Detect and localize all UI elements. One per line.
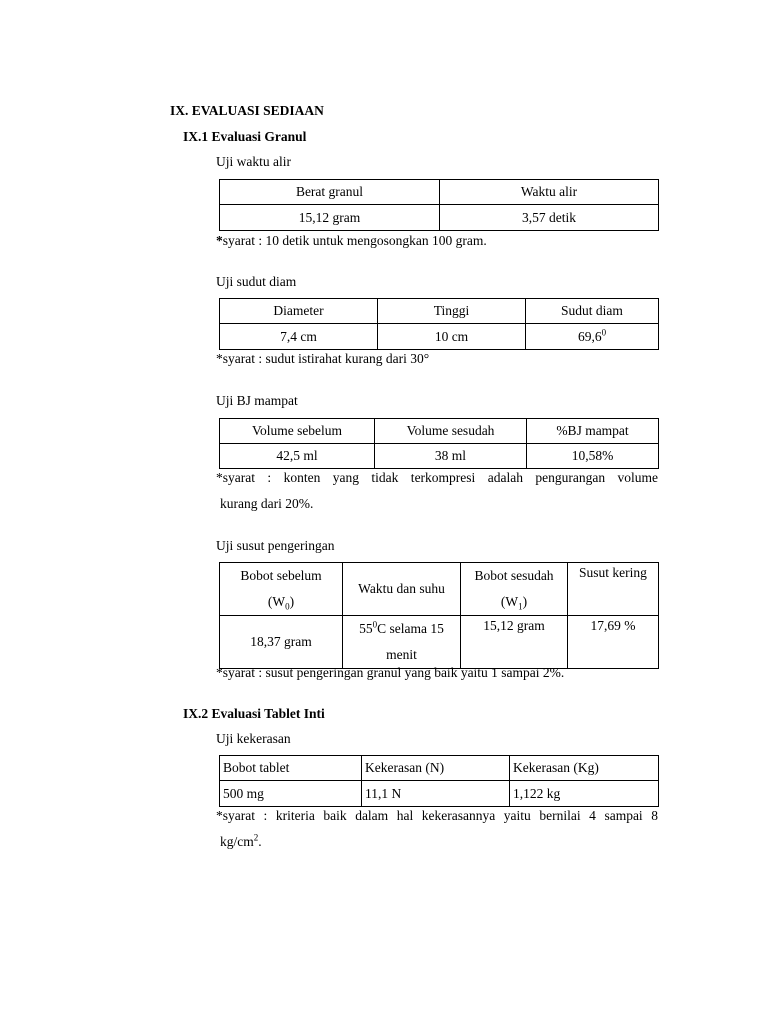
degree-superscript: 0: [372, 619, 378, 630]
table-cell: 42,5 ml: [220, 444, 375, 469]
w1-subscript: 1: [518, 601, 523, 612]
note-star: *: [216, 233, 223, 248]
header-cell: %BJ mampat: [527, 419, 659, 444]
table-cell: 15,12 gram: [220, 205, 440, 231]
header-cell: Waktu alir: [440, 180, 659, 205]
note-text: syarat : 10 detik untuk mengosongkan 100 gram.: [222, 233, 487, 248]
header-cell: Waktu dan suhu: [343, 563, 461, 616]
table-bj-mampat: [219, 418, 659, 469]
table-header-row: [220, 299, 659, 324]
table-row: [220, 781, 659, 807]
suhu-value: 55: [359, 621, 373, 636]
suhu-line2: menit: [386, 647, 417, 662]
table-cell: 11,1 N: [362, 781, 510, 807]
table-cell: [343, 616, 461, 669]
unit-text: kg/cm: [220, 834, 254, 849]
table-waktu-alir: [219, 179, 659, 231]
degree-superscript: 0: [601, 327, 607, 337]
test-label-waktu-alir: Uji waktu alir: [216, 154, 291, 169]
header-cell: Berat granul: [220, 180, 440, 205]
table-header-row: [220, 563, 659, 616]
header-bobot-sebelum: Bobot sebelum: [240, 568, 322, 583]
note-bj-mampat-line2: kurang dari 20%.: [220, 496, 314, 511]
header-cell: Volume sesudah: [375, 419, 527, 444]
section-heading: IX. EVALUASI SEDIAAN: [170, 103, 324, 118]
test-label-sudut-diam: Uji sudut diam: [216, 274, 297, 289]
table-cell: 3,57 detik: [440, 205, 659, 231]
table-cell: 10,58%: [527, 444, 659, 469]
table-cell: 10 cm: [378, 324, 526, 350]
note-susut-pengeringan: *syarat : susut pengeringan granul yang baik yaitu 1 sampai 2%.: [216, 665, 565, 680]
subsection-title-granul: IX.1 Evaluasi Granul: [183, 129, 307, 144]
table-cell: 38 ml: [375, 444, 527, 469]
header-cell: Susut kering: [568, 563, 659, 616]
table-cell: 1,122 kg: [510, 781, 659, 807]
table-kekerasan: [219, 755, 659, 807]
note-sudut-diam: *syarat : sudut istirahat kurang dari 30°: [216, 351, 430, 366]
header-cell: Sudut diam: [526, 299, 659, 324]
suhu-line1: [346, 616, 457, 642]
header-w0: [223, 589, 339, 615]
header-cell: [461, 563, 568, 616]
header-cell: Diameter: [220, 299, 378, 324]
table-row: [220, 444, 659, 469]
table-row: [220, 616, 659, 669]
note-kekerasan-line1: *syarat : kriteria baik dalam hal kekerasannya yaitu bernilai 4 sampai 8: [216, 808, 658, 823]
w0-subscript: 0: [285, 601, 290, 612]
header-cell: Tinggi: [378, 299, 526, 324]
note-waktu-alir: [216, 233, 487, 249]
table-cell: 15,12 gram: [461, 616, 568, 669]
table-cell: 18,37 gram: [220, 616, 343, 669]
table-cell: [526, 324, 659, 350]
header-bobot-sesudah: Bobot sesudah: [474, 568, 554, 583]
table-sudut-diam: [219, 298, 659, 350]
w1-open: (W: [500, 594, 519, 609]
subsection-title-tablet-inti: IX.2 Evaluasi Tablet Inti: [183, 706, 325, 721]
table-row: [220, 324, 659, 350]
test-label-kekerasan: Uji kekerasan: [216, 731, 291, 746]
header-cell: Kekerasan (N): [362, 756, 510, 781]
test-label-susut-pengeringan: Uji susut pengeringan: [216, 538, 335, 553]
table-cell: 7,4 cm: [220, 324, 378, 350]
header-cell: [220, 563, 343, 616]
test-label-bj-mampat: Uji BJ mampat: [216, 393, 298, 408]
w1-close: ): [522, 594, 528, 609]
unit-superscript: 2: [253, 832, 259, 843]
header-cell: Bobot tablet: [220, 756, 362, 781]
table-row: [220, 205, 659, 231]
table-susut-pengeringan: [219, 562, 659, 669]
table-cell: 17,69 %: [568, 616, 659, 669]
table-cell: 500 mg: [220, 781, 362, 807]
suhu-duration: C selama 15: [377, 621, 444, 636]
angle-value: 69,6: [577, 328, 602, 344]
note-kekerasan-line2: [220, 834, 262, 850]
period: .: [258, 834, 262, 849]
table-header-row: [220, 419, 659, 444]
w0-close: ): [289, 594, 295, 609]
note-bj-mampat-line1: *syarat : konten yang tidak terkompresi adalah pengurangan volume: [216, 470, 658, 485]
table-header-row: [220, 180, 659, 205]
table-header-row: [220, 756, 659, 781]
header-w1: [464, 589, 564, 615]
header-cell: Volume sebelum: [220, 419, 375, 444]
w0-open: (W: [267, 594, 286, 609]
header-cell: Kekerasan (Kg): [510, 756, 659, 781]
